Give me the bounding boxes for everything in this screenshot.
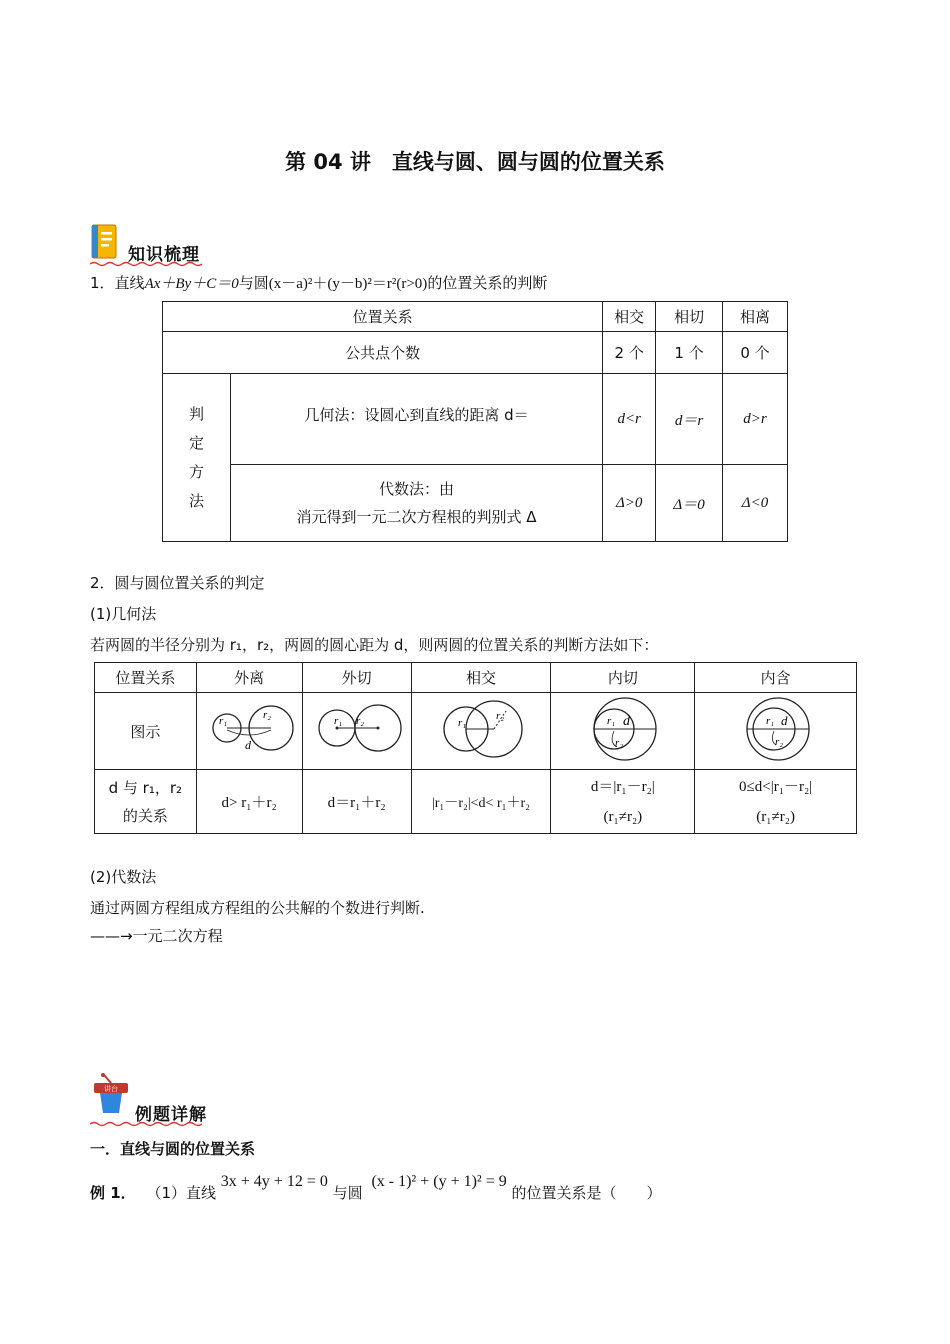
example1-suffix: 的位置关系是（ ） [511,1184,662,1202]
point1-mid: 与圆 [238,274,269,292]
label-r2: r₂ [496,710,505,722]
rel-line2: (r₁≠r₂) [756,808,795,825]
figure-external-separate [196,693,302,770]
t2-header-relation: 位置关系 [95,663,197,693]
figure-external-tangent [302,693,411,770]
point2-sub1: (1)几何法 [90,605,157,623]
figure-intersect [411,693,551,770]
table-circle-circle [94,662,857,834]
t1-geo-separate: d>r [723,374,788,465]
t2-rel-intersect: |r₁－r₂|<d< r₁＋r₂ [411,770,551,834]
label-r2: r₂ [355,715,364,727]
point1-line [90,272,547,293]
t2-rel-contained [695,770,857,834]
section1-heading: 一．直线与圆的位置关系 [90,1140,256,1158]
point2-alg-desc: 通过两圆方程组成方程组的公共解的个数进行判断. [90,899,425,917]
label-r1: r₁ [219,715,228,727]
book-icon [90,224,120,260]
wavy-underline [90,261,202,267]
podium-icon [90,1073,132,1117]
point2-heading: 2．圆与圆位置关系的判定 [90,574,265,592]
label-d: d [245,738,252,752]
page-title: 第 04 讲 直线与圆、圆与圆的位置关系 [285,150,665,174]
t2-rel-external-tangent: d＝r₁＋r₂ [302,770,411,834]
point1-suffix: 的位置关系的判断 [427,274,548,292]
t2-header-external-separate: 外离 [196,663,302,693]
circles-internal-tangent-diagram [573,693,673,765]
point2-arrow-line: ——→一元二次方程 [90,927,223,945]
t2-header-contained: 内含 [695,663,857,693]
t2-rel-internal-tangent [551,770,695,834]
t1-alg-label [230,465,602,542]
knowledge-heading: 知识梳理 [128,245,200,265]
example1-part: （1）直线 [146,1184,216,1202]
t1-geo-tangent: d＝r [656,374,723,465]
example1 [90,1170,662,1200]
point2-desc: 若两圆的半径分别为 r₁，r₂，两圆的圆心距为 d，则两圆的位置关系的判断方法如下： [90,636,659,654]
circles-contained-diagram [726,693,826,765]
t1-alg-tangent: Δ＝0 [656,465,723,542]
table-line-circle [162,301,788,542]
rel-line2: (r₁≠r₂) [603,808,643,825]
t2-header-internal-tangent: 内切 [551,663,695,693]
example1-eq-line: 3x + 4y + 12 = 0 [220,1173,328,1190]
t1-points-separate: 0 个 [723,332,788,374]
label-r2: r₂ [774,736,783,748]
rel-line1: 0≤d<|r₁－r₂| [739,778,813,795]
t1-points-intersect: 2 个 [603,332,656,374]
t1-geo-intersect: d<r [603,374,656,465]
point1-prefix: 直线 [114,274,145,292]
t2-rel-external-separate: d> r₁＋r₂ [196,770,302,834]
label-d: d [622,714,630,729]
method-char: 判 [188,404,204,423]
t1-header-relation: 位置关系 [163,302,603,332]
t2-relation-label [95,770,197,834]
figure-internal-tangent [551,693,695,770]
label-r1: r₁ [458,717,467,729]
figure-contained [695,693,857,770]
rel-line1: d＝|r₁－r₂| [590,778,655,795]
point1-eq-circle: (x－a)²＋(y－b)²＝r²(r>0) [268,276,428,292]
example1-mid: 与圆 [332,1184,363,1202]
t1-header-intersect: 相交 [603,302,656,332]
t1-alg-line2: 消元得到一元二次方程根的判别式 Δ [296,508,537,526]
label-r2: r₂ [614,737,623,749]
t1-points-tangent: 1 个 [656,332,723,374]
label-r1: r₁ [606,715,615,727]
circles-intersect-diagram [426,693,536,765]
method-char: 定 [188,433,204,452]
label-r1: r₁ [765,715,774,727]
t2-header-external-tangent: 外切 [302,663,411,693]
t2-figure-label: 图示 [95,693,197,770]
t1-header-tangent: 相切 [656,302,723,332]
point1-num: 1． [90,274,115,292]
method-char: 法 [188,491,204,510]
point2-sub2: (2)代数法 [90,868,157,886]
t2-header-intersect: 相交 [411,663,551,693]
example1-label: 例 1． [90,1184,136,1202]
t1-points-label: 公共点个数 [163,332,603,374]
circles-separate-diagram [199,694,299,764]
t1-header-separate: 相离 [723,302,788,332]
label-r2: r₂ [263,709,272,721]
label-r1: r₁ [333,715,342,727]
examples-heading: 例题详解 [135,1105,207,1125]
t1-method-label [163,374,231,542]
method-char: 方 [188,462,204,481]
t1-geo-label: 几何法：设圆心到直线的距离 d＝ [230,374,602,465]
point1-eq-line: Ax＋By＋C＝0 [144,276,239,292]
circles-tangent-diagram [307,694,407,764]
t2-relation-label-2: 的关系 [122,806,168,825]
t1-alg-intersect: Δ>0 [603,465,656,542]
label-d: d [780,713,788,728]
t2-relation-label-1: d 与 r₁，r₂ [108,778,183,797]
t1-alg-separate: Δ<0 [723,465,788,542]
badge-text: 讲台 [104,1085,118,1093]
t1-alg-line1: 代数法：由 [379,480,455,498]
example1-eq-circle: (x - 1)² + (y + 1)² = 9 [371,1173,507,1190]
wavy-underline [90,1121,202,1127]
